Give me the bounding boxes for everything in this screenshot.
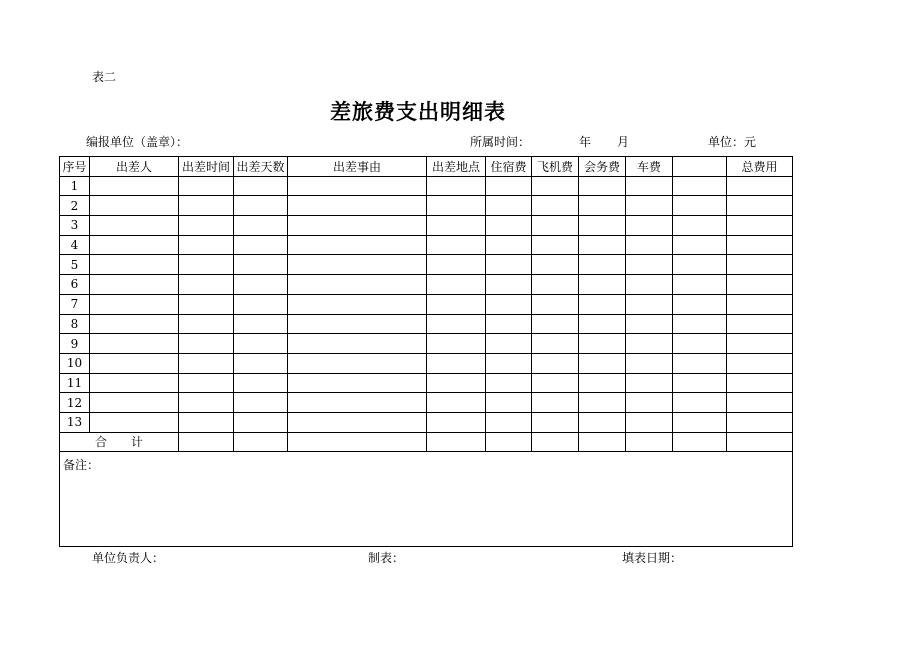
table-cell[interactable] [427,353,486,373]
table-cell[interactable] [427,412,486,432]
row-number: 1 [60,176,90,196]
table-cell[interactable] [727,412,793,432]
table-cell[interactable] [90,373,179,393]
table-cell[interactable] [673,373,727,393]
table-cell[interactable] [673,393,727,413]
table-row [60,235,793,255]
table-cell[interactable] [486,353,532,373]
table-cell[interactable] [427,176,486,196]
column-header: 出差时间 [179,157,234,177]
table-cell[interactable] [179,176,234,196]
table-cell[interactable] [288,314,427,334]
table-cell[interactable] [288,393,427,413]
table-cell[interactable] [532,294,579,314]
table-cell[interactable] [727,275,793,295]
row-number: 2 [60,196,90,216]
total-cell[interactable] [532,432,579,452]
table-cell[interactable] [90,176,179,196]
table-cell[interactable] [427,216,486,236]
table-cell[interactable] [288,216,427,236]
table-cell[interactable] [90,353,179,373]
table-cell[interactable] [234,353,288,373]
table-cell[interactable] [673,235,727,255]
column-header [673,157,727,177]
table-cell[interactable] [579,216,626,236]
table-cell[interactable] [179,412,234,432]
total-cell[interactable] [727,432,793,452]
table-row [60,176,793,196]
table-cell[interactable] [532,255,579,275]
table-cell[interactable] [234,393,288,413]
table-cell[interactable] [288,196,427,216]
prepared-by-label: 制表： [368,551,405,565]
currency-unit-label: 单位：元 [708,135,757,149]
table-cell[interactable] [579,255,626,275]
table-cell[interactable] [179,334,234,354]
column-header: 出差天数 [234,157,288,177]
table-cell[interactable] [90,314,179,334]
table-cell[interactable] [288,373,427,393]
table-cell[interactable] [626,314,673,334]
table-cell[interactable] [486,275,532,295]
total-cell[interactable] [579,432,626,452]
table-cell[interactable] [234,196,288,216]
table-cell[interactable] [234,314,288,334]
column-header: 序号 [60,157,90,177]
table-cell[interactable] [179,393,234,413]
table-cell[interactable] [626,294,673,314]
total-label: 合 计 [60,432,179,452]
table-cell[interactable] [234,334,288,354]
table-cell[interactable] [179,235,234,255]
table-cell[interactable] [427,334,486,354]
table-row [60,255,793,275]
table-cell[interactable] [486,196,532,216]
table-cell[interactable] [427,235,486,255]
table-cell[interactable] [288,334,427,354]
table-cell[interactable] [727,314,793,334]
table-cell[interactable] [486,393,532,413]
table-cell[interactable] [90,216,179,236]
table-row [60,353,793,373]
table-cell[interactable] [427,255,486,275]
expense-table [59,156,793,547]
total-cell[interactable] [234,432,288,452]
table-cell[interactable] [179,196,234,216]
table-cell[interactable] [90,196,179,216]
table-cell[interactable] [90,235,179,255]
table-cell[interactable] [234,235,288,255]
table-cell[interactable] [532,216,579,236]
row-number: 9 [60,334,90,354]
table-cell[interactable] [727,294,793,314]
table-cell[interactable] [288,294,427,314]
table-cell[interactable] [626,235,673,255]
responsible-person-label: 单位负责人： [92,551,165,565]
table-cell[interactable] [234,176,288,196]
remarks-field[interactable] [60,452,793,547]
table-cell[interactable] [179,353,234,373]
table-cell[interactable] [626,373,673,393]
table-cell[interactable] [288,235,427,255]
table-cell[interactable] [626,196,673,216]
table-cell[interactable] [427,373,486,393]
table-cell[interactable] [579,412,626,432]
table-cell[interactable] [579,334,626,354]
table-cell[interactable] [288,412,427,432]
table-cell[interactable] [532,412,579,432]
table-cell[interactable] [579,235,626,255]
table-row [60,393,793,413]
table-cell[interactable] [727,373,793,393]
table-cell[interactable] [179,275,234,295]
total-row [60,432,793,452]
table-cell[interactable] [626,255,673,275]
row-number: 5 [60,255,90,275]
remarks-row [60,452,793,547]
table-cell[interactable] [626,412,673,432]
table-cell[interactable] [727,196,793,216]
row-number: 4 [60,235,90,255]
table-cell[interactable] [288,275,427,295]
table-row [60,216,793,236]
table-cell[interactable] [90,255,179,275]
table-cell[interactable] [579,373,626,393]
table-cell[interactable] [179,373,234,393]
table-cell[interactable] [486,294,532,314]
table-cell[interactable] [288,255,427,275]
row-number: 11 [60,373,90,393]
table-cell[interactable] [579,176,626,196]
table-cell[interactable] [673,353,727,373]
table-cell[interactable] [90,294,179,314]
total-cell[interactable] [626,432,673,452]
table-cell[interactable] [90,334,179,354]
table-cell[interactable] [727,255,793,275]
table-cell[interactable] [288,176,427,196]
table-row [60,294,793,314]
column-header: 出差事由 [288,157,427,177]
table-cell[interactable] [532,334,579,354]
fill-date-label: 填表日期： [622,551,683,565]
column-header: 会务费 [579,157,626,177]
table-cell[interactable] [486,334,532,354]
page-title: 差旅费支出明细表 [330,99,506,124]
table-cell[interactable] [727,334,793,354]
row-number: 6 [60,275,90,295]
table-cell[interactable] [626,176,673,196]
total-cell[interactable] [486,432,532,452]
table-cell[interactable] [90,412,179,432]
row-number: 10 [60,353,90,373]
row-number: 8 [60,314,90,334]
table-cell[interactable] [427,393,486,413]
table-cell[interactable] [579,196,626,216]
row-number: 3 [60,216,90,236]
row-number: 12 [60,393,90,413]
table-cell[interactable] [179,255,234,275]
table-cell[interactable] [486,412,532,432]
table-cell[interactable] [234,373,288,393]
table-row [60,412,793,432]
year-label: 年 [579,135,592,149]
table-cell[interactable] [532,235,579,255]
table-cell[interactable] [486,216,532,236]
row-number: 13 [60,412,90,432]
month-label: 月 [617,135,630,149]
table-cell[interactable] [486,373,532,393]
table-cell[interactable] [727,393,793,413]
table-cell[interactable] [532,314,579,334]
table-cell[interactable] [234,275,288,295]
row-number: 7 [60,294,90,314]
table-cell[interactable] [427,294,486,314]
table-cell[interactable] [179,216,234,236]
table-cell[interactable] [626,275,673,295]
period-label: 所属时间： [470,135,531,149]
total-cell[interactable] [288,432,427,452]
table-cell[interactable] [673,275,727,295]
table-cell[interactable] [626,353,673,373]
total-cell[interactable] [427,432,486,452]
table-cell[interactable] [90,275,179,295]
table-cell[interactable] [727,353,793,373]
table-cell[interactable] [673,216,727,236]
table-header-row [60,157,793,177]
table-cell[interactable] [673,314,727,334]
table-row [60,334,793,354]
table-cell[interactable] [673,294,727,314]
table-cell[interactable] [673,412,727,432]
table-cell[interactable] [673,255,727,275]
table-cell[interactable] [234,255,288,275]
table-cell[interactable] [90,393,179,413]
table-cell[interactable] [486,235,532,255]
table-cell[interactable] [179,294,234,314]
remarks-label: 备注： [63,458,100,473]
total-cell[interactable] [673,432,727,452]
table-cell[interactable] [727,176,793,196]
table-cell[interactable] [486,314,532,334]
table-cell[interactable] [727,216,793,236]
table-cell[interactable] [673,196,727,216]
table-cell[interactable] [486,255,532,275]
table-cell[interactable] [673,176,727,196]
reporting-unit-label: 编报单位（盖章）： [86,135,189,149]
table-cell[interactable] [532,275,579,295]
table-row [60,314,793,334]
table-cell[interactable] [673,334,727,354]
column-header: 总费用 [727,157,793,177]
table-cell[interactable] [486,176,532,196]
table-cell[interactable] [427,196,486,216]
table-cell[interactable] [532,353,579,373]
table-row [60,275,793,295]
table-cell[interactable] [532,176,579,196]
table-cell[interactable] [288,353,427,373]
table-cell[interactable] [427,275,486,295]
table-cell[interactable] [427,314,486,334]
table-cell[interactable] [626,216,673,236]
table-cell[interactable] [579,353,626,373]
table-cell[interactable] [234,216,288,236]
table-cell[interactable] [532,373,579,393]
column-header: 车费 [626,157,673,177]
table-cell[interactable] [579,393,626,413]
total-cell[interactable] [179,432,234,452]
column-header: 飞机费 [532,157,579,177]
table-cell[interactable] [626,393,673,413]
column-header: 出差地点 [427,157,486,177]
table-cell[interactable] [179,314,234,334]
table-row [60,196,793,216]
table-row [60,373,793,393]
table-cell[interactable] [579,314,626,334]
column-header: 出差人 [90,157,179,177]
table-cell[interactable] [532,393,579,413]
sheet-label: 表二 [92,70,117,84]
table-cell[interactable] [727,235,793,255]
table-cell[interactable] [579,275,626,295]
table-cell[interactable] [234,294,288,314]
table-cell[interactable] [626,334,673,354]
column-header: 住宿费 [486,157,532,177]
table-cell[interactable] [234,412,288,432]
table-cell[interactable] [532,196,579,216]
table-cell[interactable] [579,294,626,314]
